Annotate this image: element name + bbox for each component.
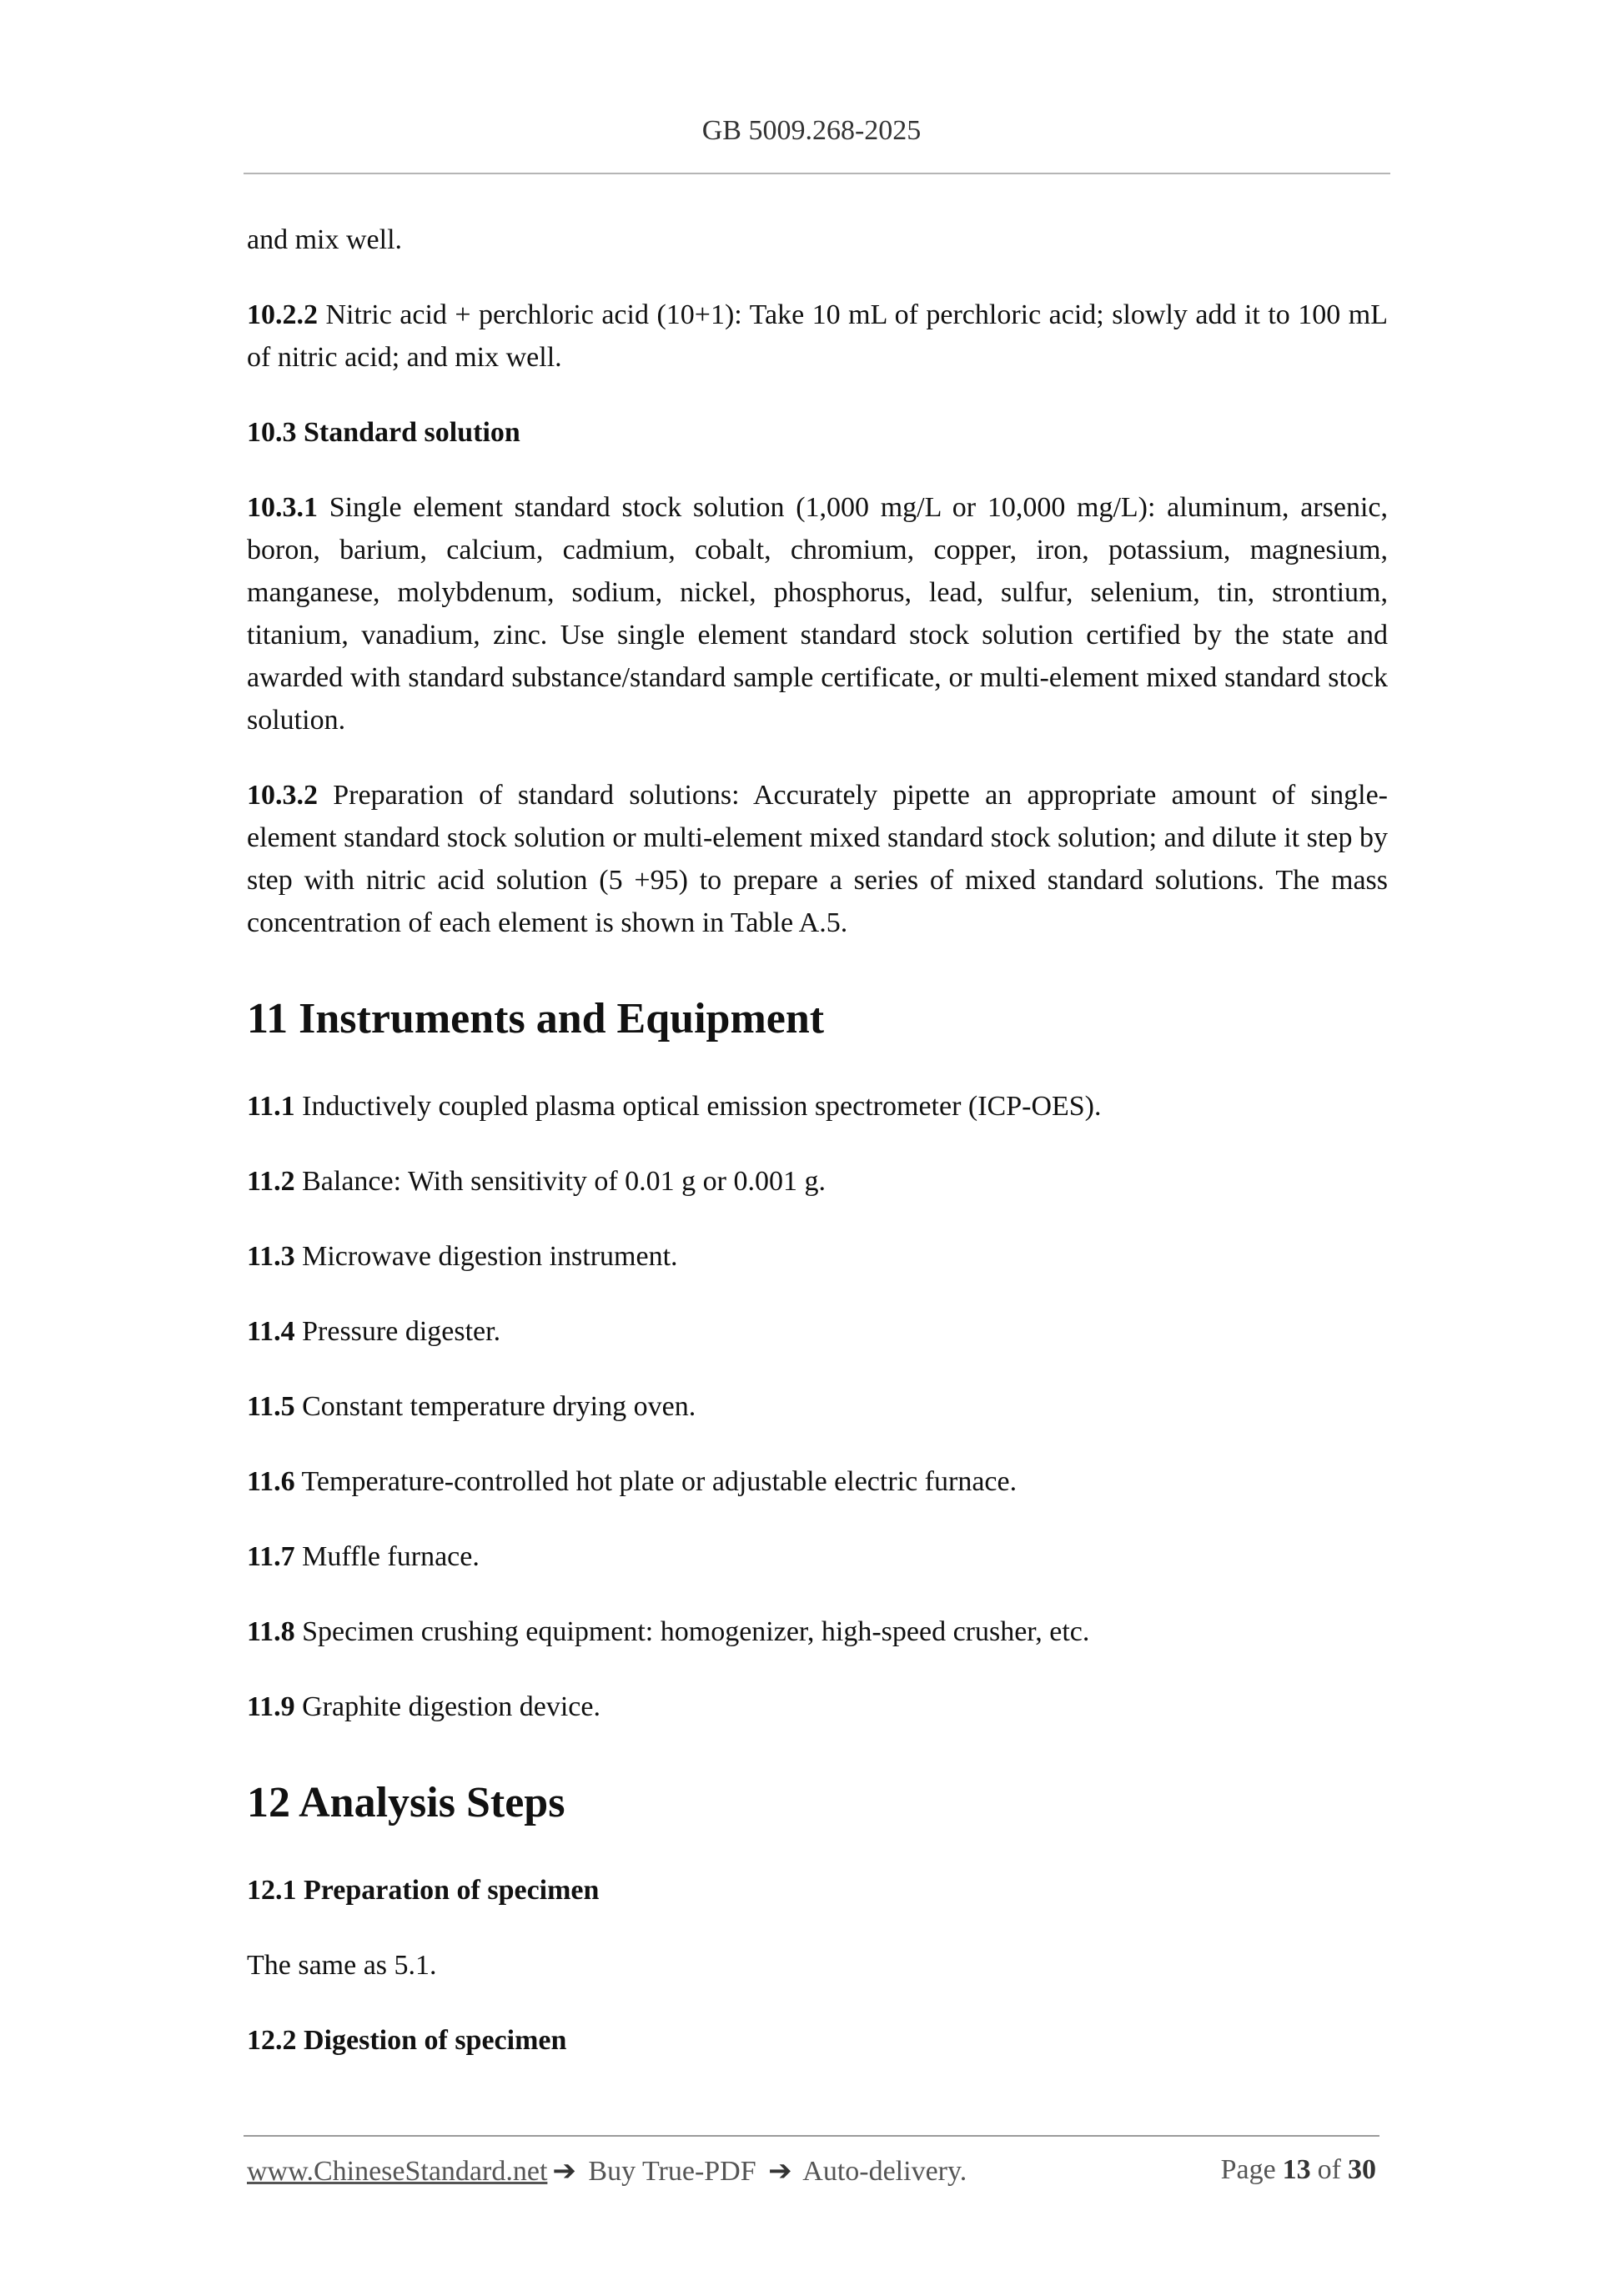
clause-number: 11.5 — [247, 1391, 295, 1422]
clause-number: 11.4 — [247, 1316, 295, 1347]
list-item — [247, 1535, 1388, 1578]
subheading-10-3: 10.3 Standard solution — [247, 417, 520, 448]
clause-10-2-2 — [247, 294, 1388, 379]
arrow-right-icon: ➔ — [768, 2156, 792, 2187]
clause-text: Specimen crushing equipment: homogenizer, high-speed crusher, etc. — [294, 1616, 1090, 1647]
paragraph-12-1: The same as 5.1. — [247, 1950, 437, 1981]
list-item — [247, 1085, 1388, 1128]
clause-number: 10.3.1 — [247, 492, 318, 523]
total-pages-number: 30 — [1348, 2154, 1376, 2185]
list-item — [247, 1235, 1388, 1278]
delivery-text: Auto-delivery. — [796, 2156, 967, 2187]
clause-number: 10.2.2 — [247, 299, 318, 330]
clause-text: Single element standard stock solution (1,000 mg/L or 10,000 mg/L): aluminum, arsenic, boron, barium, calcium, cadmium, cobalt, chromium, copper, iron, potassium, magnesium, manganese, molybdenum, sodium, nickel, phosphorus, lead, sulfur, selenium, tin, strontium, titanium, vanadium, zinc. Use single element standard stock solution certified by the state and awarded with standard substance/standard sample certificate, or multi-element mixed standard stock solution. — [247, 492, 1388, 736]
clause-text: Preparation of standard solutions: Accurately pipette an appropriate amount of single-element standard stock solution or multi-element mixed standard stock solution; and dilute it step by step with nitric acid solution (5 +95) to prepare a series of mixed standard solutions. The mass concentration of each element is shown in Table A.5. — [247, 780, 1388, 938]
clause-number: 10.3.2 — [247, 780, 318, 811]
buy-text: Buy True-PDF — [580, 2156, 764, 2187]
page-footer — [247, 2154, 1379, 2188]
clause-number: 11.6 — [247, 1466, 295, 1497]
clause-number: 11.9 — [247, 1691, 295, 1722]
clause-text: Balance: With sensitivity of 0.01 g or 0.001 g. — [294, 1166, 826, 1197]
clause-number: 11.8 — [247, 1616, 295, 1647]
section-heading-12: 12 Analysis Steps — [247, 1779, 565, 1826]
clause-number: 11.2 — [247, 1166, 295, 1197]
arrow-right-icon: ➔ — [552, 2156, 576, 2187]
clause-number: 11.7 — [247, 1541, 295, 1572]
clause-text: Constant temperature drying oven. — [294, 1391, 696, 1422]
clause-text: Microwave digestion instrument. — [294, 1241, 678, 1272]
clause-text: Pressure digester. — [294, 1316, 501, 1347]
paragraph-continuation: and mix well. — [247, 224, 403, 255]
section-heading-11: 11 Instruments and Equipment — [247, 995, 825, 1042]
document-header: GB 5009.268-2025 — [701, 115, 922, 146]
of-label: of — [1317, 2154, 1341, 2185]
page-label: Page — [1220, 2154, 1276, 2185]
clause-text: Temperature-controlled hot plate or adjustable electric furnace. — [294, 1466, 1018, 1497]
footer-promo — [247, 2154, 967, 2188]
header-divider — [244, 173, 1390, 174]
clause-10-3-1 — [247, 486, 1388, 741]
list-item — [247, 1610, 1388, 1653]
document-body — [247, 219, 1388, 2094]
clause-text: Nitric acid + perchloric acid (10+1): Take 10 mL of perchloric acid; slowly add it to 100 mL of nitric acid; and mix well. — [247, 299, 1388, 373]
current-page-number: 13 — [1282, 2154, 1311, 2185]
clause-text: Muffle furnace. — [294, 1541, 480, 1572]
clause-10-3-2 — [247, 774, 1388, 944]
list-item — [247, 1686, 1388, 1728]
list-item — [247, 1310, 1388, 1353]
subheading-12-1: 12.1 Preparation of specimen — [247, 1875, 600, 1906]
clause-number: 11.1 — [247, 1091, 295, 1122]
list-item — [247, 1385, 1388, 1428]
clause-number: 11.3 — [247, 1241, 295, 1272]
list-item — [247, 1460, 1388, 1503]
clause-text: Graphite digestion device. — [294, 1691, 600, 1722]
clause-text: Inductively coupled plasma optical emission spectrometer (ICP-OES). — [294, 1091, 1102, 1122]
site-link[interactable]: www.ChineseStandard.net — [247, 2156, 548, 2187]
page-indicator — [1218, 2154, 1379, 2188]
subheading-12-2: 12.2 Digestion of specimen — [247, 2025, 567, 2056]
list-item — [247, 1160, 1388, 1203]
footer-divider — [244, 2135, 1379, 2137]
